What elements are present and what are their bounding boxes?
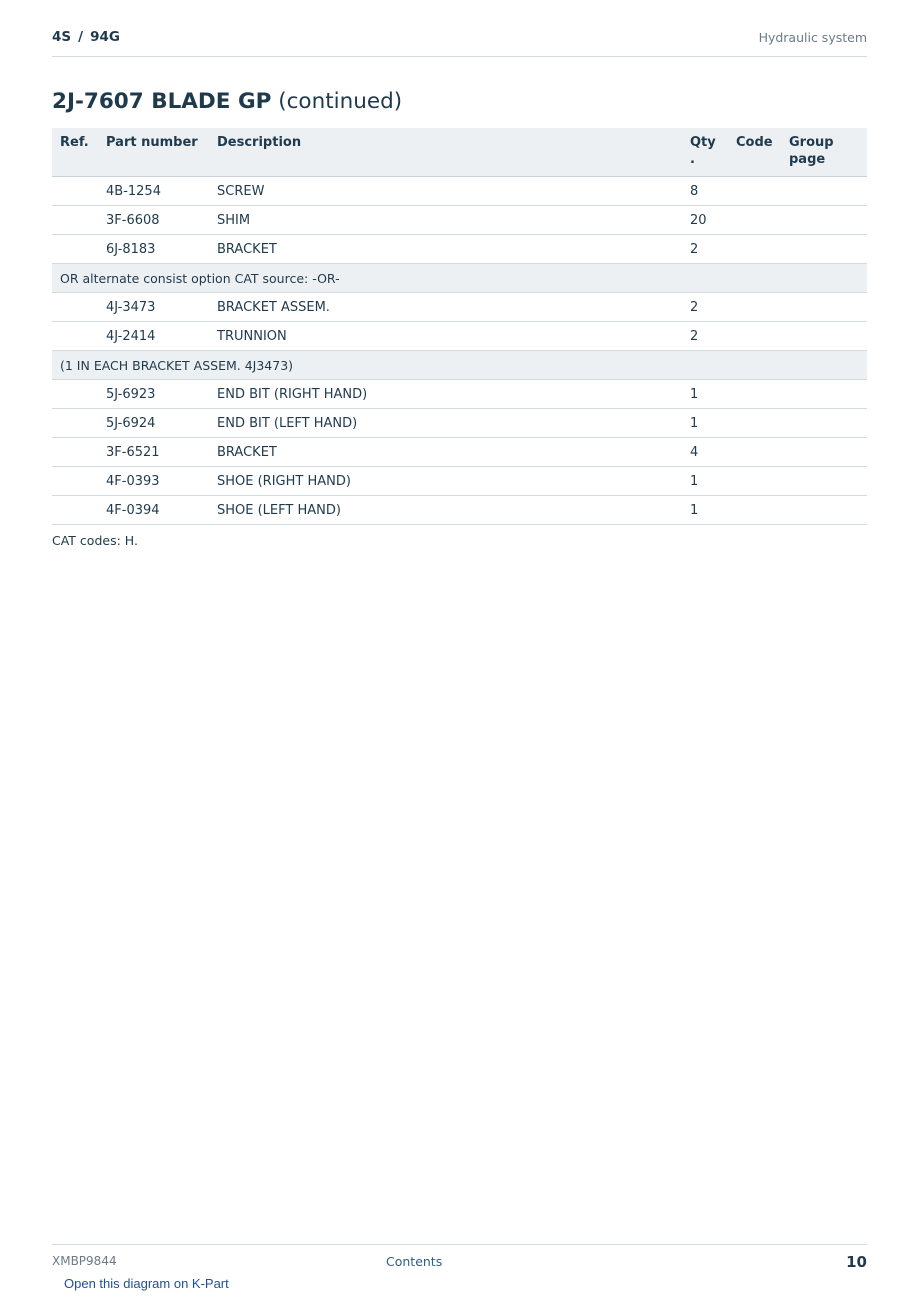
cell-group-page (789, 409, 867, 438)
cell-code (736, 293, 789, 322)
cell-group-page (789, 467, 867, 496)
breadcrumb (52, 29, 120, 45)
cell-ref (52, 496, 106, 525)
cell-code (736, 177, 789, 206)
table-row (52, 496, 867, 525)
col-code: Code (736, 128, 789, 177)
title-part: 2J-7607 BLADE GP (52, 89, 272, 114)
cell-code (736, 206, 789, 235)
section-name: Hydraulic system (758, 30, 867, 45)
cell-ref (52, 467, 106, 496)
cell-part-number: 4F-0393 (106, 467, 217, 496)
cell-qty: 4 (690, 438, 736, 467)
cell-group-page (789, 322, 867, 351)
table-row (52, 293, 867, 322)
cell-group-page (789, 496, 867, 525)
cell-code (736, 467, 789, 496)
cell-ref (52, 206, 106, 235)
cell-part-number: 4B-1254 (106, 177, 217, 206)
cell-qty: 20 (690, 206, 736, 235)
cell-code (736, 322, 789, 351)
page-number: 10 (846, 1253, 867, 1271)
contents-link[interactable]: Contents (386, 1254, 443, 1269)
col-group-page: Group page (789, 128, 867, 177)
cell-part-number: 4F-0394 (106, 496, 217, 525)
cell-qty: 2 (690, 322, 736, 351)
cell-ref (52, 409, 106, 438)
breadcrumb-model: 4S (52, 29, 72, 45)
open-in-kpart-link[interactable]: Open this diagram on K-Part (64, 1276, 229, 1291)
cell-group-page (789, 380, 867, 409)
table-header-row (52, 128, 867, 177)
breadcrumb-serial: 94G (90, 29, 120, 45)
cell-qty: 2 (690, 293, 736, 322)
cell-code (736, 496, 789, 525)
table-row (52, 206, 867, 235)
cell-group-page (789, 235, 867, 264)
cell-qty: 1 (690, 409, 736, 438)
cell-description: BRACKET ASSEM. (217, 293, 690, 322)
table-row (52, 177, 867, 206)
cell-group-page (789, 177, 867, 206)
title-suffix: (continued) (278, 89, 403, 114)
table-row (52, 467, 867, 496)
cell-description: BRACKET (217, 438, 690, 467)
cell-ref (52, 438, 106, 467)
table-row (52, 380, 867, 409)
cell-group-page (789, 206, 867, 235)
cell-part-number: 5J-6923 (106, 380, 217, 409)
note-text: OR alternate consist option CAT source: -OR- (52, 264, 867, 293)
table-row (52, 409, 867, 438)
cell-ref (52, 380, 106, 409)
note-text: (1 IN EACH BRACKET ASSEM. 4J3473) (52, 351, 867, 380)
cell-qty: 1 (690, 380, 736, 409)
table-row (52, 322, 867, 351)
page-header (52, 29, 867, 57)
cell-description: TRUNNION (217, 322, 690, 351)
cell-description: SHOE (RIGHT HAND) (217, 467, 690, 496)
cell-description: SHIM (217, 206, 690, 235)
table-note-row (52, 351, 867, 380)
breadcrumb-separator: / (78, 29, 84, 45)
col-qty: Qty . (690, 128, 736, 177)
cell-part-number: 6J-8183 (106, 235, 217, 264)
cell-code (736, 380, 789, 409)
cell-ref (52, 177, 106, 206)
col-ref: Ref. (52, 128, 106, 177)
cell-code (736, 235, 789, 264)
cell-ref (52, 235, 106, 264)
cell-part-number: 5J-6924 (106, 409, 217, 438)
cell-ref (52, 293, 106, 322)
parts-table (52, 128, 867, 525)
table-note-row (52, 264, 867, 293)
cat-codes-note: CAT codes: H. (52, 533, 138, 548)
cell-qty: 1 (690, 467, 736, 496)
cell-description: SHOE (LEFT HAND) (217, 496, 690, 525)
cell-group-page (789, 293, 867, 322)
cell-part-number: 4J-3473 (106, 293, 217, 322)
cell-code (736, 409, 789, 438)
col-part-number: Part number (106, 128, 217, 177)
cell-description: SCREW (217, 177, 690, 206)
cell-group-page (789, 438, 867, 467)
page-footer (52, 1244, 867, 1275)
cell-description: BRACKET (217, 235, 690, 264)
cell-ref (52, 322, 106, 351)
cell-description: END BIT (LEFT HAND) (217, 409, 690, 438)
table-row (52, 235, 867, 264)
document-id: XMBP9844 (52, 1254, 117, 1268)
cell-part-number: 4J-2414 (106, 322, 217, 351)
parts-table-body (52, 177, 867, 525)
col-description: Description (217, 128, 690, 177)
cell-part-number: 3F-6521 (106, 438, 217, 467)
cell-qty: 8 (690, 177, 736, 206)
table-row (52, 438, 867, 467)
cell-part-number: 3F-6608 (106, 206, 217, 235)
cell-code (736, 438, 789, 467)
page-title (52, 89, 402, 114)
cell-qty: 2 (690, 235, 736, 264)
cell-description: END BIT (RIGHT HAND) (217, 380, 690, 409)
cell-qty: 1 (690, 496, 736, 525)
